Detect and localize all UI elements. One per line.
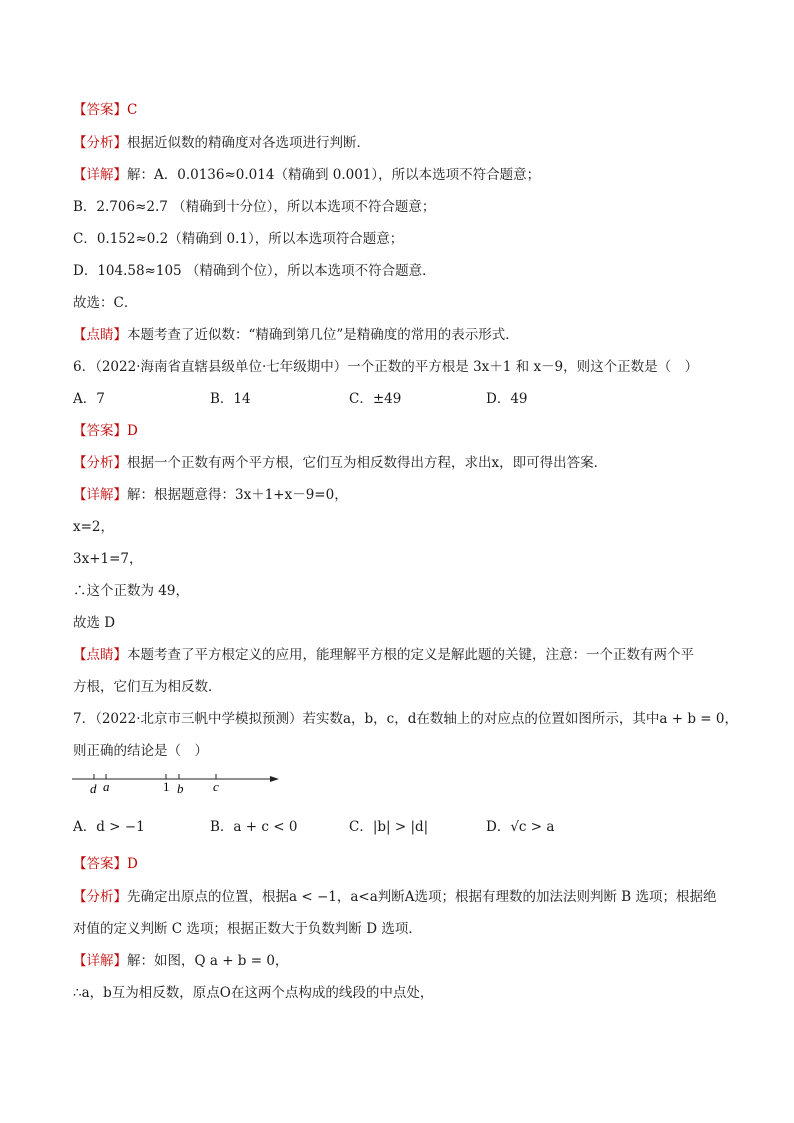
q5-analysis-line: [73, 134, 370, 152]
q7-answer-line: [73, 855, 138, 873]
q7-option-c: C．|b| > |d|: [349, 819, 429, 835]
q7-detail-1: 解：如图，Q a + b = 0，: [127, 953, 289, 969]
q7-analysis-line-1: [73, 888, 717, 906]
q6-comment-tag: 【点睛】: [73, 647, 127, 663]
q6-comment-1: 本题考查了平方根定义的应用，能理解平方根的定义是解此题的关键，注意：一个正数有两个平: [127, 647, 694, 663]
q6-option-c: C．±49: [349, 391, 402, 407]
q7-stem-2: 则正确的结论是（ ）: [73, 743, 208, 759]
q7-analysis-tag: 【分析】: [73, 889, 127, 905]
q5-detail-c: C．0.152≈0.2（精确到 0.1），所以本选项符合题意；: [73, 231, 404, 247]
q7-answer-value: D: [127, 856, 138, 872]
q6-answer-tag: 【答案】: [73, 423, 127, 439]
q7-answer-tag: 【答案】: [73, 856, 127, 872]
q5-comment-tag: 【点睛】: [73, 327, 127, 343]
q7-stem-1: 7．（2022·北京市三帆中学模拟预测）若实数a，b，c，d在数轴上的对应点的位置如图所示，其中a + b = 0，: [73, 711, 738, 727]
q7-detail-tag: 【详解】: [73, 953, 127, 969]
q6-detail-2: x=2，: [73, 519, 115, 535]
q6-detail-4: ∴这个正数为 49，: [73, 583, 189, 599]
label-a: a: [103, 779, 110, 794]
q7-detail-line-1: [73, 952, 288, 970]
q5-answer-value: C: [127, 102, 138, 118]
q6-choose: 故选 D: [73, 615, 116, 631]
q6-option-a: A．7: [73, 391, 105, 407]
q5-detail-d: D．104.58≈105 （精确到个位），所以本选项不符合题意．: [73, 263, 436, 279]
q6-analysis-line: [73, 454, 607, 472]
q5-detail-tag: 【详解】: [73, 167, 127, 183]
q5-analysis-text: 根据近似数的精确度对各选项进行判断．: [127, 135, 370, 151]
q5-choose: 故选：C．: [73, 295, 138, 311]
label-d: d: [90, 781, 97, 796]
q7-analysis-2: 对值的定义判断 C 选项；根据正数大于负数判断 D 选项．: [73, 921, 422, 937]
q6-analysis-text: 根据一个正数有两个平方根，它们互为相反数得出方程，求出x，即可得出答案．: [127, 455, 608, 471]
q5-analysis-tag: 【分析】: [73, 135, 127, 151]
q7-detail-2: ∴a，b互为相反数，原点O在这两个点构成的线段的中点处，: [73, 985, 434, 1001]
q7-option-d: D．√c > a: [486, 819, 555, 835]
label-1: 1: [163, 779, 170, 794]
q6-detail-1: 解：根据题意得：3x＋1+x－9=0，: [127, 487, 348, 503]
q5-comment-text: 本题考查了近似数：“精确到第几位”是精确度的常用的表示形式．: [127, 327, 519, 343]
q5-detail-line-a: [73, 166, 540, 184]
q5-detail-a: 解：A．0.0136≈0.014（精确到 0.001），所以本选项不符合题意；: [127, 167, 541, 183]
q5-answer-tag: 【答案】: [73, 102, 127, 118]
label-b: b: [177, 781, 184, 796]
q6-detail-3: 3x+1=7，: [73, 551, 143, 567]
q6-option-b: B．14: [210, 391, 251, 407]
q6-answer-line: [73, 422, 138, 440]
q5-answer-line: [73, 101, 137, 119]
q6-analysis-tag: 【分析】: [73, 455, 127, 471]
q5-comment-line: [73, 326, 519, 344]
number-line-figure: [70, 766, 285, 800]
q6-detail-tag: 【详解】: [73, 487, 127, 503]
number-line-arrow: [270, 776, 279, 782]
q7-option-b: B．a + c < 0: [210, 819, 298, 835]
q7-analysis-1: 先确定出原点的位置，根据a < −1，a<a判断A选项；根据有理数的加法法则判断 B 选项；根据绝: [127, 889, 717, 905]
q6-option-d: D．49: [486, 391, 528, 407]
q7-option-a: A．d > −1: [73, 819, 145, 835]
q6-comment-line-1: [73, 646, 694, 664]
q5-detail-b: B．2.706≈2.7 （精确到十分位），所以本选项不符合题意；: [73, 199, 436, 215]
label-c: c: [213, 779, 219, 794]
q6-answer-value: D: [127, 423, 138, 439]
q6-detail-line-1: [73, 486, 348, 504]
q6-stem: 6．（2022·海南省直辖县级单位·七年级期中）一个正数的平方根是 3x＋1 和 x－9，则这个正数是（ ）: [73, 359, 699, 375]
q6-comment-2: 方根，它们互为相反数．: [73, 679, 222, 695]
